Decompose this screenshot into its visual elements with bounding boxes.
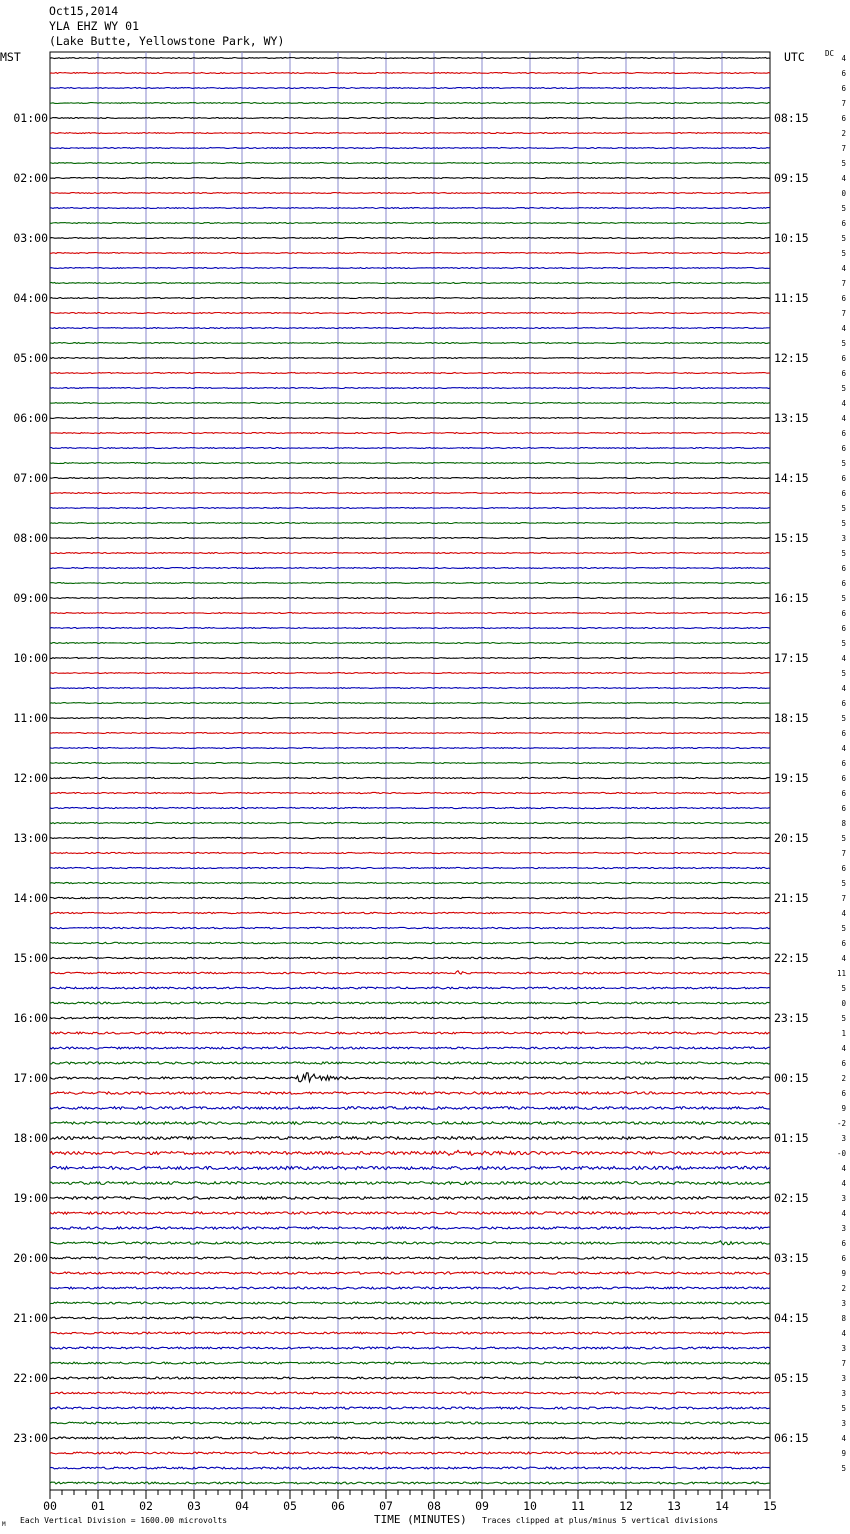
trace-row	[50, 1437, 770, 1439]
dc-offset-label: 5	[841, 459, 846, 468]
trace-row	[50, 673, 770, 674]
dc-offset-label: 4	[841, 909, 846, 918]
dc-header-label: DC	[825, 49, 835, 58]
trace-row	[50, 448, 770, 449]
dc-offset-label: 2	[841, 1284, 846, 1293]
dc-offset-label: 5	[841, 639, 846, 648]
dc-offset-label: 6	[841, 219, 846, 228]
trace-row	[50, 1482, 770, 1484]
dc-offset-label: 6	[841, 294, 846, 303]
dc-offset-label: 6	[841, 729, 846, 738]
dc-offset-label: 7	[841, 849, 846, 858]
x-tick-label: 01	[91, 1499, 105, 1513]
dc-offset-label: 3	[841, 1299, 846, 1308]
trace-row	[50, 1047, 770, 1049]
dc-offset-label: 6	[841, 759, 846, 768]
trace-row	[50, 927, 770, 928]
trace-row	[50, 1166, 770, 1169]
right-hour-label: 19:15	[774, 771, 809, 785]
dc-offset-label: 5	[841, 984, 846, 993]
left-hour-label: 09:00	[13, 591, 48, 605]
left-hour-label: 17:00	[13, 1071, 48, 1085]
dc-offset-label: 5	[841, 879, 846, 888]
right-hour-label: 13:15	[774, 411, 809, 425]
x-tick-label: 15	[763, 1499, 777, 1513]
dc-offset-label: 7	[841, 279, 846, 288]
seismic-traces	[50, 58, 770, 1484]
x-tick-label: 00	[43, 1499, 57, 1513]
dc-offset-label: 6	[841, 1254, 846, 1263]
trace-row	[50, 298, 770, 299]
trace-row	[50, 103, 770, 104]
dc-offset-label: -2	[836, 1119, 846, 1128]
left-hour-label: 03:00	[13, 231, 48, 245]
trace-row	[50, 867, 770, 868]
trace-row	[50, 912, 770, 913]
dc-offset-label: 6	[841, 939, 846, 948]
dc-offset-label: 9	[841, 1449, 846, 1458]
left-hour-label: 14:00	[13, 891, 48, 905]
trace-row	[50, 358, 770, 359]
right-hour-label: 05:15	[774, 1371, 809, 1385]
dc-offset-label: 1	[841, 1029, 846, 1038]
clip-note: Traces clipped at plus/minus 5 vertical divisions	[482, 1516, 719, 1525]
trace-row	[50, 822, 770, 823]
trace-row	[50, 688, 770, 689]
trace-row	[50, 628, 770, 629]
trace-row	[50, 718, 770, 719]
right-hour-label: 14:15	[774, 471, 809, 485]
right-hour-label: 10:15	[774, 231, 809, 245]
right-hour-label: 06:15	[774, 1431, 809, 1445]
left-hour-label: 21:00	[13, 1311, 48, 1325]
trace-row	[50, 418, 770, 419]
trace-row	[50, 508, 770, 509]
trace-row	[50, 388, 770, 389]
trace-row	[50, 1137, 770, 1140]
trace-row	[50, 148, 770, 149]
trace-row	[50, 1362, 770, 1364]
x-tick-label: 08	[427, 1499, 441, 1513]
dc-offset-label: 5	[841, 384, 846, 393]
trace-row	[50, 1287, 770, 1289]
left-hour-label: 13:00	[13, 831, 48, 845]
dc-offset-label: 6	[841, 114, 846, 123]
trace-row	[50, 1317, 770, 1319]
right-hour-label: 21:15	[774, 891, 809, 905]
trace-row	[50, 763, 770, 764]
dc-offset-label: 6	[841, 579, 846, 588]
left-hour-label: 15:00	[13, 951, 48, 965]
dc-offset-label: 5	[841, 1014, 846, 1023]
x-tick-label: 12	[619, 1499, 633, 1513]
dc-offset-label: 6	[841, 804, 846, 813]
left-hour-label: 08:00	[13, 531, 48, 545]
dc-offset-label: 6	[841, 429, 846, 438]
dc-offset-label: 3	[841, 1134, 846, 1143]
dc-offset-label: 3	[841, 1224, 846, 1233]
right-hour-label: 22:15	[774, 951, 809, 965]
trace-row	[50, 568, 770, 569]
trace-row	[50, 1377, 770, 1379]
dc-offset-label: 5	[841, 519, 846, 528]
dc-offset-label: 2	[841, 1074, 846, 1083]
dc-offset-label: 5	[841, 234, 846, 243]
right-hour-label: 02:15	[774, 1191, 809, 1205]
trace-row	[50, 1347, 770, 1349]
dc-offset-label: 7	[841, 144, 846, 153]
dc-offset-label: 5	[841, 204, 846, 213]
x-tick-label: 03	[187, 1499, 201, 1513]
left-hour-label: 12:00	[13, 771, 48, 785]
left-hour-label: 16:00	[13, 1011, 48, 1025]
left-hour-label: 11:00	[13, 711, 48, 725]
right-hour-label: 11:15	[774, 291, 809, 305]
trace-row	[50, 523, 770, 524]
dc-offset-label: 5	[841, 1464, 846, 1473]
trace-row	[50, 882, 770, 883]
trace-row	[50, 538, 770, 539]
dc-offset-label: 4	[841, 174, 846, 183]
trace-row	[50, 792, 770, 793]
trace-row	[50, 88, 770, 89]
dc-offset-label: 6	[841, 444, 846, 453]
dc-offset-label: 4	[841, 399, 846, 408]
trace-row	[50, 583, 770, 584]
dc-offset-label: 4	[841, 414, 846, 423]
x-tick-label: 05	[283, 1499, 297, 1513]
trace-row	[50, 987, 770, 989]
dc-offset-label: 6	[841, 69, 846, 78]
left-hour-label: 20:00	[13, 1251, 48, 1265]
dc-offset-label: 9	[841, 1104, 846, 1113]
trace-row	[50, 283, 770, 284]
left-hour-label: 23:00	[13, 1431, 48, 1445]
dc-offset-label: 6	[841, 369, 846, 378]
trace-row	[50, 1073, 770, 1082]
trace-row	[50, 1332, 770, 1334]
dc-offset-label: 6	[841, 489, 846, 498]
trace-row	[50, 777, 770, 778]
left-hour-label: 01:00	[13, 111, 48, 125]
trace-row	[50, 1467, 770, 1469]
trace-row	[50, 208, 770, 209]
dc-offset-label: 5	[841, 249, 846, 258]
trace-row	[50, 1272, 770, 1274]
x-tick-label: 11	[571, 1499, 585, 1513]
dc-offset-label: 3	[841, 1419, 846, 1428]
trace-row	[50, 178, 770, 179]
dc-offset-label: -0	[836, 1149, 846, 1158]
trace-row	[50, 313, 770, 314]
trace-row	[50, 238, 770, 239]
dc-offset-label: 4	[841, 264, 846, 273]
dc-offset-label: 3	[841, 534, 846, 543]
dc-offset-label: 4	[841, 324, 846, 333]
right-hour-label: 18:15	[774, 711, 809, 725]
trace-row	[50, 343, 770, 344]
trace-row	[50, 1452, 770, 1454]
dc-offset-label: 6	[841, 1059, 846, 1068]
dc-offset-label: 5	[841, 159, 846, 168]
dc-offset-label: 0	[841, 189, 846, 198]
dc-offset-label: 7	[841, 894, 846, 903]
right-hour-label: 03:15	[774, 1251, 809, 1265]
dc-offset-label: 4	[841, 54, 846, 63]
dc-offset-label: 5	[841, 594, 846, 603]
dc-offset-label: 11	[836, 969, 846, 978]
right-hour-label: 09:15	[774, 171, 809, 185]
dc-offset-label: 4	[841, 654, 846, 663]
trace-row	[50, 1182, 770, 1185]
dc-offset-label: 6	[841, 84, 846, 93]
left-hour-label: 07:00	[13, 471, 48, 485]
left-hour-label: 10:00	[13, 651, 48, 665]
dc-offset-label: 0	[841, 999, 846, 1008]
trace-row	[50, 373, 770, 374]
dc-offset-label: 6	[841, 1089, 846, 1098]
x-tick-label: 14	[715, 1499, 729, 1513]
right-hour-label: 01:15	[774, 1131, 809, 1145]
dc-offset-label: 7	[841, 1359, 846, 1368]
trace-row	[50, 478, 770, 479]
dc-offset-label: 9	[841, 1269, 846, 1278]
trace-row	[50, 1422, 770, 1424]
dc-offset-label: 3	[841, 1194, 846, 1203]
right-hour-label: 16:15	[774, 591, 809, 605]
left-hour-labels	[13, 111, 48, 1445]
trace-row	[50, 703, 770, 704]
trace-row	[50, 118, 770, 119]
dc-offset-label: 5	[841, 1404, 846, 1413]
dc-offset-label: 6	[841, 699, 846, 708]
trace-row	[50, 837, 770, 838]
trace-row	[50, 193, 770, 194]
trace-row	[50, 1257, 770, 1259]
right-hour-label: 12:15	[774, 351, 809, 365]
dc-offset-label: 6	[841, 774, 846, 783]
dc-offset-label: 4	[841, 1164, 846, 1173]
header-location: (Lake Butte, Yellowstone Park, WY)	[49, 34, 285, 48]
dc-offset-label: 6	[841, 789, 846, 798]
trace-row	[50, 1150, 770, 1155]
dc-offset-label: 8	[841, 819, 846, 828]
trace-row	[50, 957, 770, 959]
trace-row	[50, 971, 770, 974]
dc-offset-label: 7	[841, 99, 846, 108]
dc-offset-label: 4	[841, 1209, 846, 1218]
x-tick-label: 09	[475, 1499, 489, 1513]
trace-row	[50, 1107, 770, 1110]
dc-offset-label: 6	[841, 474, 846, 483]
trace-row	[50, 1122, 770, 1125]
dc-offset-label: 6	[841, 624, 846, 633]
dc-offset-label: 6	[841, 354, 846, 363]
trace-row	[50, 643, 770, 644]
trace-row	[50, 598, 770, 599]
trace-row	[50, 852, 770, 853]
scale-note: Each Vertical Division = 1600.00 microvolts	[20, 1516, 228, 1525]
dc-offset-label: 4	[841, 684, 846, 693]
right-hour-label: 08:15	[774, 111, 809, 125]
dc-offset-label: 5	[841, 504, 846, 513]
dc-offset-label: 5	[841, 834, 846, 843]
trace-row	[50, 433, 770, 434]
trace-row	[50, 1197, 770, 1200]
left-hour-label: 06:00	[13, 411, 48, 425]
trace-row	[50, 328, 770, 329]
left-hour-label: 22:00	[13, 1371, 48, 1385]
trace-row	[50, 1241, 770, 1245]
dc-offset-label: 4	[841, 954, 846, 963]
x-tick-label: 13	[667, 1499, 681, 1513]
x-tick-label: 02	[139, 1499, 153, 1513]
right-hour-label: 04:15	[774, 1311, 809, 1325]
trace-row	[50, 942, 770, 943]
x-tick-label: 06	[331, 1499, 345, 1513]
dc-offset-label: 4	[841, 1329, 846, 1338]
dc-offset-label: 4	[841, 1044, 846, 1053]
left-timezone-label: MST	[0, 50, 21, 64]
dc-offset-label: 6	[841, 864, 846, 873]
dc-offset-label: 6	[841, 1239, 846, 1248]
trace-row	[50, 1212, 770, 1214]
dc-offset-labels	[837, 54, 847, 1473]
trace-row	[50, 1032, 770, 1034]
trace-row	[50, 748, 770, 749]
trace-row	[50, 1227, 770, 1229]
trace-row	[50, 493, 770, 494]
dc-offset-label: 4	[841, 744, 846, 753]
right-timezone-label: UTC	[784, 50, 805, 64]
trace-row	[50, 163, 770, 164]
dc-offset-label: 7	[841, 309, 846, 318]
dc-offset-label: 2	[841, 129, 846, 138]
trace-row	[50, 223, 770, 224]
left-hour-label: 05:00	[13, 351, 48, 365]
x-tick-label: 10	[523, 1499, 537, 1513]
trace-row	[50, 658, 770, 659]
trace-row	[50, 463, 770, 464]
left-hour-label: 02:00	[13, 171, 48, 185]
trace-row	[50, 807, 770, 808]
x-tick-label: 04	[235, 1499, 249, 1513]
dc-offset-label: 8	[841, 1314, 846, 1323]
trace-row	[50, 268, 770, 269]
trace-row	[50, 733, 770, 734]
right-hour-label: 17:15	[774, 651, 809, 665]
dc-offset-label: 5	[841, 549, 846, 558]
right-hour-label: 23:15	[774, 1011, 809, 1025]
right-hour-label: 20:15	[774, 831, 809, 845]
trace-row	[50, 553, 770, 554]
x-axis-title: TIME (MINUTES)	[374, 1513, 467, 1526]
dc-offset-label: 3	[841, 1389, 846, 1398]
dc-offset-label: 5	[841, 924, 846, 933]
trace-row	[50, 897, 770, 898]
left-hour-label: 18:00	[13, 1131, 48, 1145]
dc-offset-label: 3	[841, 1374, 846, 1383]
dc-offset-label: 4	[841, 1434, 846, 1443]
trace-row	[50, 1017, 770, 1019]
right-hour-label: 00:15	[774, 1071, 809, 1085]
x-axis	[43, 1490, 777, 1513]
dc-offset-label: 5	[841, 714, 846, 723]
trace-row	[50, 1392, 770, 1394]
trace-row	[50, 1302, 770, 1304]
dc-offset-label: 6	[841, 564, 846, 573]
trace-row	[50, 58, 770, 59]
trace-row	[50, 133, 770, 134]
header-station: YLA EHZ WY 01	[49, 19, 140, 33]
trace-row	[50, 403, 770, 404]
trace-row	[50, 1002, 770, 1004]
trace-row	[50, 253, 770, 254]
corner-mark: M	[2, 1521, 6, 1528]
trace-row	[50, 613, 770, 614]
trace-row	[50, 73, 770, 74]
x-tick-label: 07	[379, 1499, 393, 1513]
left-hour-label: 19:00	[13, 1191, 48, 1205]
trace-row	[50, 1092, 770, 1094]
header-date: Oct15,2014	[49, 4, 119, 18]
right-hour-labels	[774, 111, 809, 1445]
trace-row	[50, 1407, 770, 1409]
dc-offset-label: 5	[841, 669, 846, 678]
right-hour-label: 15:15	[774, 531, 809, 545]
trace-row	[50, 1062, 770, 1064]
dc-offset-label: 6	[841, 609, 846, 618]
dc-offset-label: 4	[841, 1179, 846, 1188]
dc-offset-label: 5	[841, 339, 846, 348]
left-hour-label: 04:00	[13, 291, 48, 305]
dc-offset-label: 3	[841, 1344, 846, 1353]
